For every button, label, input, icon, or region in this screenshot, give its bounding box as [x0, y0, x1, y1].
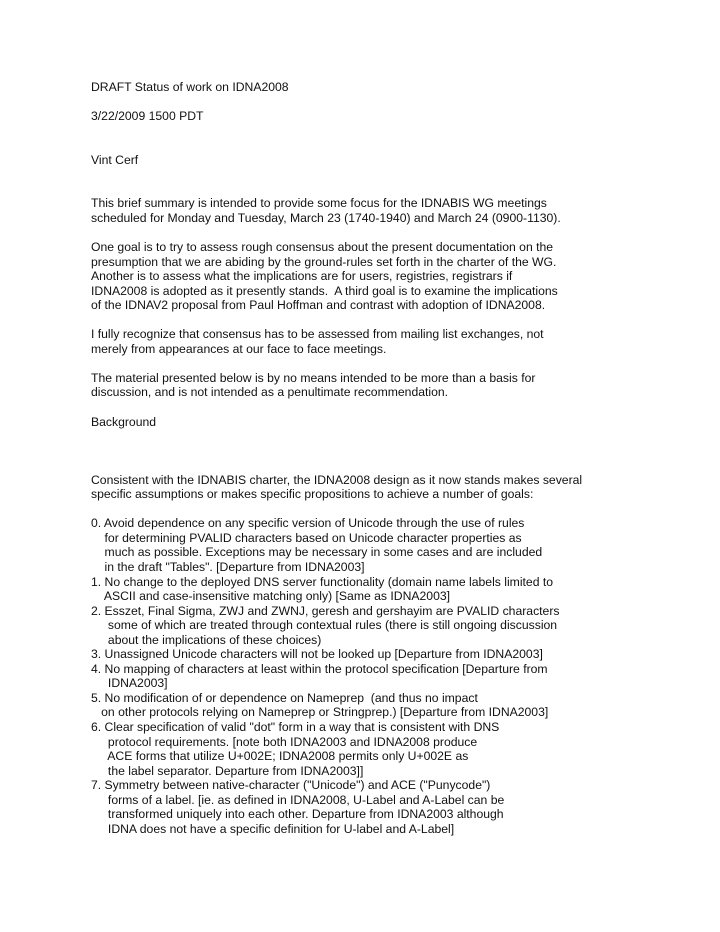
paragraph-goals: [91, 240, 706, 313]
paragraph-line: I fully recognize that consensus has to be assessed from mailing list exchanges, not: [91, 327, 544, 342]
list-item: in the draft "Tables". [Departure from IDNA2003]: [91, 560, 365, 574]
list-item: IDNA2003]: [91, 676, 168, 691]
document-date: 3/22/2009 1500 PDT: [91, 109, 204, 124]
list-item: 6. Clear specification of valid "dot" form in a way that is consistent with DNS: [91, 720, 500, 735]
background-heading: Background: [91, 414, 157, 429]
paragraph-line: This brief summary is intended to provide some focus for the IDNABIS WG meetings: [91, 196, 547, 211]
list-item: 7. Symmetry between native-character ("Unicode") and ACE ("Punycode"): [91, 778, 491, 793]
paragraph-line: presumption that we are abiding by the ground-rules set forth in the charter of the WG.: [91, 254, 557, 269]
list-item: for determining PVALID characters based on Unicode character properties as: [91, 530, 522, 545]
paragraph-line: of the IDNAV2 proposal from Paul Hoffman and contrast with adoption of IDNA2008.: [91, 298, 546, 313]
paragraph-consensus: [91, 327, 706, 356]
list-item: on other protocols relying on Nameprep or Stringprep.) [Departure from IDNA2003]: [91, 705, 549, 720]
list-item: ASCII and case-insensitive matching only) [Same as IDNA2003]: [91, 589, 451, 604]
paragraph-charter: [91, 473, 706, 502]
list-item: about the implications of these choices): [91, 632, 322, 647]
list-item: protocol requirements. [note both IDNA2003 and IDNA2008 produce: [91, 734, 478, 749]
list-item: 4. No mapping of characters at least within the protocol specification [Departure from: [91, 661, 548, 676]
list-item: IDNA does not have a specific definition for U-label and A-Label]: [91, 821, 455, 836]
paragraph-line: merely from appearances at our face to face meetings.: [91, 341, 387, 356]
list-item: the label separator. Departure from IDNA2003]]: [91, 763, 364, 778]
document-body: [91, 80, 706, 836]
paragraph-material: [91, 371, 706, 400]
document-author: Vint Cerf: [91, 152, 139, 167]
list-item: transformed uniquely into each other. Departure from IDNA2003 although: [91, 807, 504, 822]
paragraph-line: IDNA2008 is adopted as it presently stands. A third goal is to examine the implications: [91, 283, 558, 298]
paragraph-line: specific assumptions or makes specific propositions to achieve a number of goals:: [91, 487, 534, 502]
list-item: 3. Unassigned Unicode characters will not be looked up [Departure from IDNA2003]: [91, 647, 543, 662]
paragraph-line: discussion, and is not intended as a penultimate recommendation.: [91, 385, 449, 400]
document-title: DRAFT Status of work on IDNA2008: [91, 80, 289, 94]
paragraph-line: scheduled for Monday and Tuesday, March 23 (1740-1940) and March 24 (0900-1130).: [91, 210, 561, 225]
assumptions-list: [91, 516, 706, 836]
list-item: 5. No modification of or dependence on Nameprep (and thus no impact: [91, 690, 478, 705]
paragraph-line: Another is to assess what the implications are for users, registries, registrars if: [91, 269, 513, 284]
paragraph-line: The material presented below is by no means intended to be more than a basis for: [91, 370, 536, 385]
list-item: forms of a label. [ie. as defined in IDNA2008, U-Label and A-Label can be: [91, 792, 505, 807]
list-item: ACE forms that utilize U+002E; IDNA2008 permits only U+002E as: [91, 749, 469, 764]
paragraph-line: Consistent with the IDNABIS charter, the IDNA2008 design as it now stands makes several: [91, 472, 583, 487]
list-item: 1. No change to the deployed DNS server functionality (domain name labels limited to: [91, 574, 554, 589]
list-item: some of which are treated through contextual rules (there is still ongoing discussion: [91, 618, 558, 633]
list-item: 2. Esszet, Final Sigma, ZWJ and ZWNJ, geresh and gershayim are PVALID characters: [91, 603, 560, 618]
list-item: 0. Avoid dependence on any specific version of Unicode through the use of rules: [91, 516, 525, 531]
list-item: much as possible. Exceptions may be necessary in some cases and are included: [91, 545, 543, 560]
paragraph-line: One goal is to try to assess rough consensus about the present documentation on the: [91, 240, 554, 255]
paragraph-summary: [91, 196, 706, 225]
